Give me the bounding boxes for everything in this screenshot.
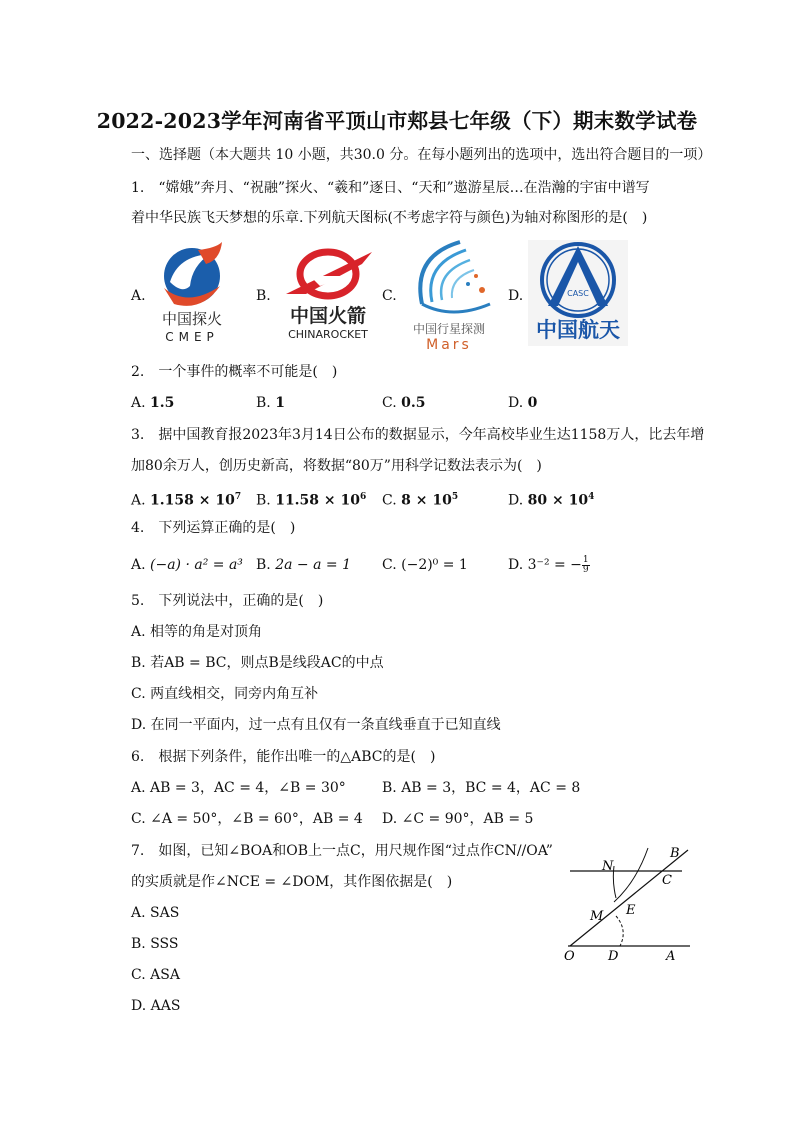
q7-option-c: C. ASA	[131, 967, 180, 983]
q5-option-c: C. 两直线相交，同旁内角互补	[131, 686, 319, 702]
q2-option-a: A. 1.5	[131, 395, 175, 411]
q7-construction-figure	[556, 840, 696, 965]
q4-option-b: B. 2a − a = 1	[256, 557, 351, 573]
cmep-logo	[148, 242, 238, 346]
q5-option-d: D. 在同一平面内，过一点有且仅有一条直线垂直于已知直线	[131, 717, 501, 733]
q1-stem-line2: 着中华民族飞天梦想的乐章.下列航天图标(不考虑字符与颜色)为轴对称图形的是( )	[131, 210, 648, 226]
logo-c-text1: 中国行星探测	[412, 322, 486, 336]
section-heading: 一、选择题（本大题共 10 小题，共30.0 分。在每小题列出的选项中，选出符合题目的一项）	[131, 147, 712, 163]
page-title: 2022-2023学年河南省平顶山市郏县七年级（下）期末数学试卷	[96, 109, 698, 133]
q6-option-d: D. ∠C = 90°，AB = 5	[382, 811, 534, 827]
mars-logo	[402, 238, 496, 352]
q3-option-c: C. $8 \times 10^5$	[382, 492, 459, 509]
label-a: A	[666, 949, 676, 964]
q4-fraction: $\frac{1}{9}$	[582, 554, 589, 575]
q3-stem-line1: 3. 据中国教育报2023年3月14日公布的数据显示，今年高校毕业生达1158万人，比去年增	[131, 427, 705, 443]
q3-option-a: A. $1.158 \times 10^7$	[131, 492, 242, 509]
q4-option-d: D. 3⁻² = − $\frac{1}{9}$	[508, 554, 589, 575]
q4-stem: 4. 下列运算正确的是( )	[131, 520, 296, 536]
q6-option-c: C. ∠A = 50°，∠B = 60°，AB = 4	[131, 811, 363, 827]
q1-stem-line1: 1. “嫦娥”奔月、“祝融”探火、“羲和”逐日、“天和”遨游星辰…在浩瀚的宇宙中谱写	[131, 180, 650, 196]
q1-option-b: B.	[256, 288, 271, 304]
logo-a-text1: 中国探火	[161, 310, 223, 328]
label-m: M	[590, 909, 604, 924]
q3-stem-line2: 加80余万人，创历史新高，将数据“80万”用科学记数法表示为( )	[131, 458, 542, 474]
q6-stem: 6. 根据下列条件，能作出唯一的△ABC的是( )	[131, 749, 436, 765]
q3-option-d: D. $80 \times 10^4$	[508, 492, 595, 509]
logo-d-text2: 中国航天	[536, 318, 620, 342]
q6-option-b: B. AB = 3，BC = 4，AC = 8	[382, 780, 581, 796]
q7-option-a: A. SAS	[131, 905, 180, 921]
label-e: E	[626, 903, 636, 918]
chinarocket-logo	[276, 246, 380, 342]
label-n: N	[602, 859, 614, 874]
q2-option-b: B. 1	[256, 395, 285, 411]
casc-logo	[528, 240, 628, 346]
q7-stem-line2: 的实质就是作∠NCE = ∠DOM，其作图依据是( )	[131, 874, 453, 890]
q5-stem: 5. 下列说法中，正确的是( )	[131, 593, 324, 609]
q1-option-c: C.	[382, 288, 397, 304]
q4-option-a: A. (−a) · a² = a³	[131, 557, 243, 573]
label-c: C	[662, 873, 672, 888]
logo-d-text1: CASC	[567, 289, 589, 298]
label-d: D	[608, 949, 619, 964]
q2-option-c: C. 0.5	[382, 395, 426, 411]
q7-option-d: D. AAS	[131, 998, 181, 1014]
logo-b-text1: 中国火箭	[289, 305, 367, 327]
logo-b-text2: CHINAROCKET	[288, 328, 368, 341]
q3-option-b: B. $11.58 \times 10^6$	[256, 492, 367, 509]
q4-option-c: C. (−2)⁰ = 1	[382, 557, 468, 573]
q2-stem: 2. 一个事件的概率不可能是( )	[131, 364, 338, 380]
logo-a-text2: CMEP	[165, 330, 219, 344]
q5-option-b: B. 若AB = BC，则点B是线段AC的中点	[131, 655, 384, 671]
q5-option-a: A. 相等的角是对顶角	[131, 624, 263, 640]
q7-stem-line1: 7. 如图，已知∠BOA和OB上一点C，用尺规作图“过点作CN//OA”	[131, 843, 553, 859]
q7-option-b: B. SSS	[131, 936, 179, 952]
logo-c-text2: Mars	[426, 337, 472, 352]
q6-option-a: A. AB = 3，AC = 4，∠B = 30°	[131, 780, 346, 796]
q1-option-a: A.	[131, 288, 146, 304]
q1-option-d: D.	[508, 288, 524, 304]
label-o: O	[564, 949, 575, 964]
label-b: B	[670, 846, 680, 861]
q2-option-d: D. 0	[508, 395, 538, 411]
